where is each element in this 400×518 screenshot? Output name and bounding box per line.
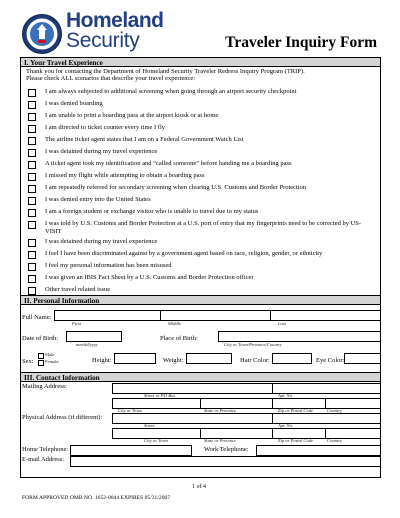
scenario-item[interactable] bbox=[28, 112, 378, 121]
scenario-item[interactable] bbox=[28, 196, 378, 205]
name-divider-1 bbox=[160, 310, 161, 321]
scenario-checkbox[interactable] bbox=[28, 251, 36, 259]
section-2-header: II. Personal Information bbox=[21, 295, 380, 305]
eye-color-label: Eye Color: bbox=[316, 357, 345, 364]
sex-label: Sex: bbox=[22, 358, 34, 365]
physical-state-caption: State or Province bbox=[204, 438, 236, 443]
scenario-label: The airline ticket agent states that I am on a Federal Government Watch List bbox=[45, 136, 244, 143]
scenario-item[interactable] bbox=[28, 124, 378, 133]
hair-color-label: Hair Color: bbox=[240, 357, 270, 364]
male-checkbox[interactable] bbox=[38, 353, 44, 359]
scenario-item[interactable] bbox=[28, 250, 378, 259]
pob-field[interactable] bbox=[218, 331, 381, 342]
scenario-item[interactable] bbox=[28, 274, 378, 283]
scenario-label: I am always subjected to additional screening when going through an airport security checkpoint bbox=[45, 88, 297, 95]
scenario-item[interactable] bbox=[28, 184, 378, 193]
scenario-item[interactable] bbox=[28, 238, 378, 247]
scenario-item[interactable] bbox=[28, 220, 378, 235]
first-name-caption: First bbox=[72, 321, 81, 326]
physical-city-divider bbox=[200, 428, 201, 439]
weight-label: Weight: bbox=[163, 357, 184, 364]
home-phone-field[interactable] bbox=[70, 445, 192, 456]
mailing-street-caption: Street or PO Box bbox=[144, 393, 176, 398]
physical-street-caption: Street bbox=[144, 423, 155, 428]
scenario-item[interactable] bbox=[28, 262, 378, 271]
height-label: Height: bbox=[92, 357, 112, 364]
mailing-country-divider bbox=[325, 398, 326, 409]
page-number: 1 of 4 bbox=[192, 484, 206, 490]
physical-address-label: Physical Address (if different): bbox=[22, 414, 103, 421]
brand-line-2: Security bbox=[66, 29, 140, 52]
scenario-item[interactable] bbox=[28, 172, 378, 181]
height-field[interactable] bbox=[114, 353, 156, 364]
home-phone-label: Home Telephone: bbox=[22, 446, 69, 453]
scenario-checkbox[interactable] bbox=[28, 137, 36, 145]
scenario-label: A ticket agent took my identification and “called someone” before handing me a boarding pass bbox=[45, 160, 292, 167]
physical-zip-divider bbox=[272, 428, 273, 439]
pob-label: Place of Birth: bbox=[160, 335, 198, 342]
scenario-checkbox[interactable] bbox=[28, 197, 36, 205]
physical-apt-caption: Apt. No. bbox=[278, 423, 294, 428]
scenario-label: I was detained during my travel experience bbox=[45, 238, 158, 245]
weight-field[interactable] bbox=[186, 353, 232, 364]
scenario-label: Other travel related issue bbox=[45, 286, 111, 293]
mailing-zip-caption: Zip or Postal Code bbox=[278, 408, 314, 413]
physical-country-caption: Country bbox=[327, 438, 343, 443]
mailing-apt-divider bbox=[272, 383, 273, 394]
scenario-label: I am repeatedly referred for secondary screening when clearing U.S. Customs and Border Protection bbox=[45, 184, 307, 191]
scenario-label: I feel I have been discriminated against by a government agent based on race, religion, gender, or ethnicity bbox=[45, 250, 323, 257]
scenario-label: I am directed to ticket counter every time I fly bbox=[45, 124, 166, 131]
female-label: Female bbox=[45, 359, 59, 364]
mailing-zip-divider bbox=[272, 398, 273, 409]
scenario-checkbox[interactable] bbox=[28, 221, 36, 229]
intro-line-1: Thank you for contacting the Department of Homeland Security Traveler Redress Inquiry Program (TRIP). bbox=[26, 68, 305, 75]
mailing-country-caption: Country bbox=[327, 408, 343, 413]
scenario-item[interactable] bbox=[28, 88, 378, 97]
scenario-checkbox[interactable] bbox=[28, 101, 36, 109]
physical-country-divider bbox=[325, 428, 326, 439]
scenario-checkbox[interactable] bbox=[28, 239, 36, 247]
email-label: E-mail Address: bbox=[22, 456, 65, 463]
scenario-checkbox[interactable] bbox=[28, 149, 36, 157]
mailing-address-label: Mailing Address: bbox=[22, 383, 67, 390]
dob-format-caption: mm/dd/yyyy bbox=[76, 342, 98, 347]
pob-format-caption: City or Town/Province/Country bbox=[224, 342, 282, 347]
scenario-label: I was denied boarding bbox=[45, 100, 103, 107]
scenario-checkbox[interactable] bbox=[28, 173, 36, 181]
section-1-header: I. Your Travel Experience bbox=[21, 57, 380, 67]
mailing-city-caption: City or Town bbox=[118, 408, 142, 413]
female-checkbox[interactable] bbox=[38, 360, 44, 366]
eye-color-field[interactable] bbox=[344, 353, 381, 364]
middle-name-caption: Middle bbox=[168, 321, 182, 326]
section-3-header: III. Contact Information bbox=[21, 372, 380, 382]
mailing-state-caption: State or Province bbox=[204, 408, 236, 413]
scenario-checkbox[interactable] bbox=[28, 185, 36, 193]
brand-line-1: Homeland bbox=[66, 9, 164, 32]
mailing-apt-caption: Apt. No. bbox=[278, 393, 294, 398]
hair-color-field[interactable] bbox=[272, 353, 312, 364]
omb-notice: FORM APPROVED OMB NO. 1652-0044 EXPIRES 05/31/2007 bbox=[22, 495, 171, 501]
scenario-checkbox[interactable] bbox=[28, 275, 36, 283]
email-field[interactable] bbox=[70, 456, 381, 467]
scenario-label: I am unable to print a boarding pass at the airport kiosk or at home bbox=[45, 112, 219, 119]
intro-line-2: Please check ALL scenarios that describe your travel experience: bbox=[26, 75, 196, 82]
scenario-label: I was told by U.S. Customs and Border Protection at a U.S. port of entry that my fingerprints need to be corrected by US-VISIT bbox=[45, 220, 362, 235]
scenario-label: I was given an IBIS Fact Sheet by a U.S. Customs and Border Protection officer bbox=[45, 274, 254, 281]
work-phone-label: Work Telephone: bbox=[204, 446, 249, 453]
work-phone-field[interactable] bbox=[256, 445, 381, 456]
full-name-field[interactable] bbox=[54, 310, 381, 321]
physical-zip-caption: Zip or Postal Code bbox=[278, 438, 314, 443]
scenario-item[interactable] bbox=[28, 208, 378, 217]
scenario-item[interactable] bbox=[28, 148, 378, 157]
scenario-checkbox[interactable] bbox=[28, 125, 36, 133]
scenario-item[interactable] bbox=[28, 100, 378, 109]
physical-apt-divider bbox=[272, 413, 273, 424]
physical-city-caption: City or Town bbox=[144, 438, 168, 443]
last-name-caption: Last bbox=[278, 321, 286, 326]
scenario-item[interactable] bbox=[28, 160, 378, 169]
scenario-checkbox[interactable] bbox=[28, 161, 36, 169]
scenario-label: I was detained during my travel experience bbox=[45, 148, 158, 155]
dhs-seal-icon bbox=[22, 14, 62, 54]
scenario-label: I was denied entry into the United States bbox=[45, 196, 151, 203]
scenario-label: I am a foreign student or exchange visitor who is unable to travel due to my status bbox=[45, 208, 259, 215]
name-divider-2 bbox=[270, 310, 271, 321]
form-title: Traveler Inquiry Form bbox=[225, 34, 377, 51]
dob-field[interactable] bbox=[66, 331, 122, 342]
scenario-checkbox[interactable] bbox=[28, 89, 36, 97]
scenario-label: I missed my flight while attempting to obtain a boarding pass bbox=[45, 172, 205, 179]
scenario-checkbox[interactable] bbox=[28, 287, 36, 295]
scenario-label: I feel my personal information has been misused bbox=[45, 262, 172, 269]
scenario-checkbox[interactable] bbox=[28, 113, 36, 121]
scenario-checkbox[interactable] bbox=[28, 209, 36, 217]
scenario-item[interactable] bbox=[28, 286, 378, 295]
mailing-city-divider bbox=[200, 398, 201, 409]
dob-label: Date of Birth: bbox=[22, 335, 59, 342]
scenario-item[interactable] bbox=[28, 136, 378, 145]
scenario-checkbox[interactable] bbox=[28, 263, 36, 271]
full-name-label: Full Name: bbox=[22, 314, 52, 321]
male-label: Male bbox=[45, 352, 55, 357]
